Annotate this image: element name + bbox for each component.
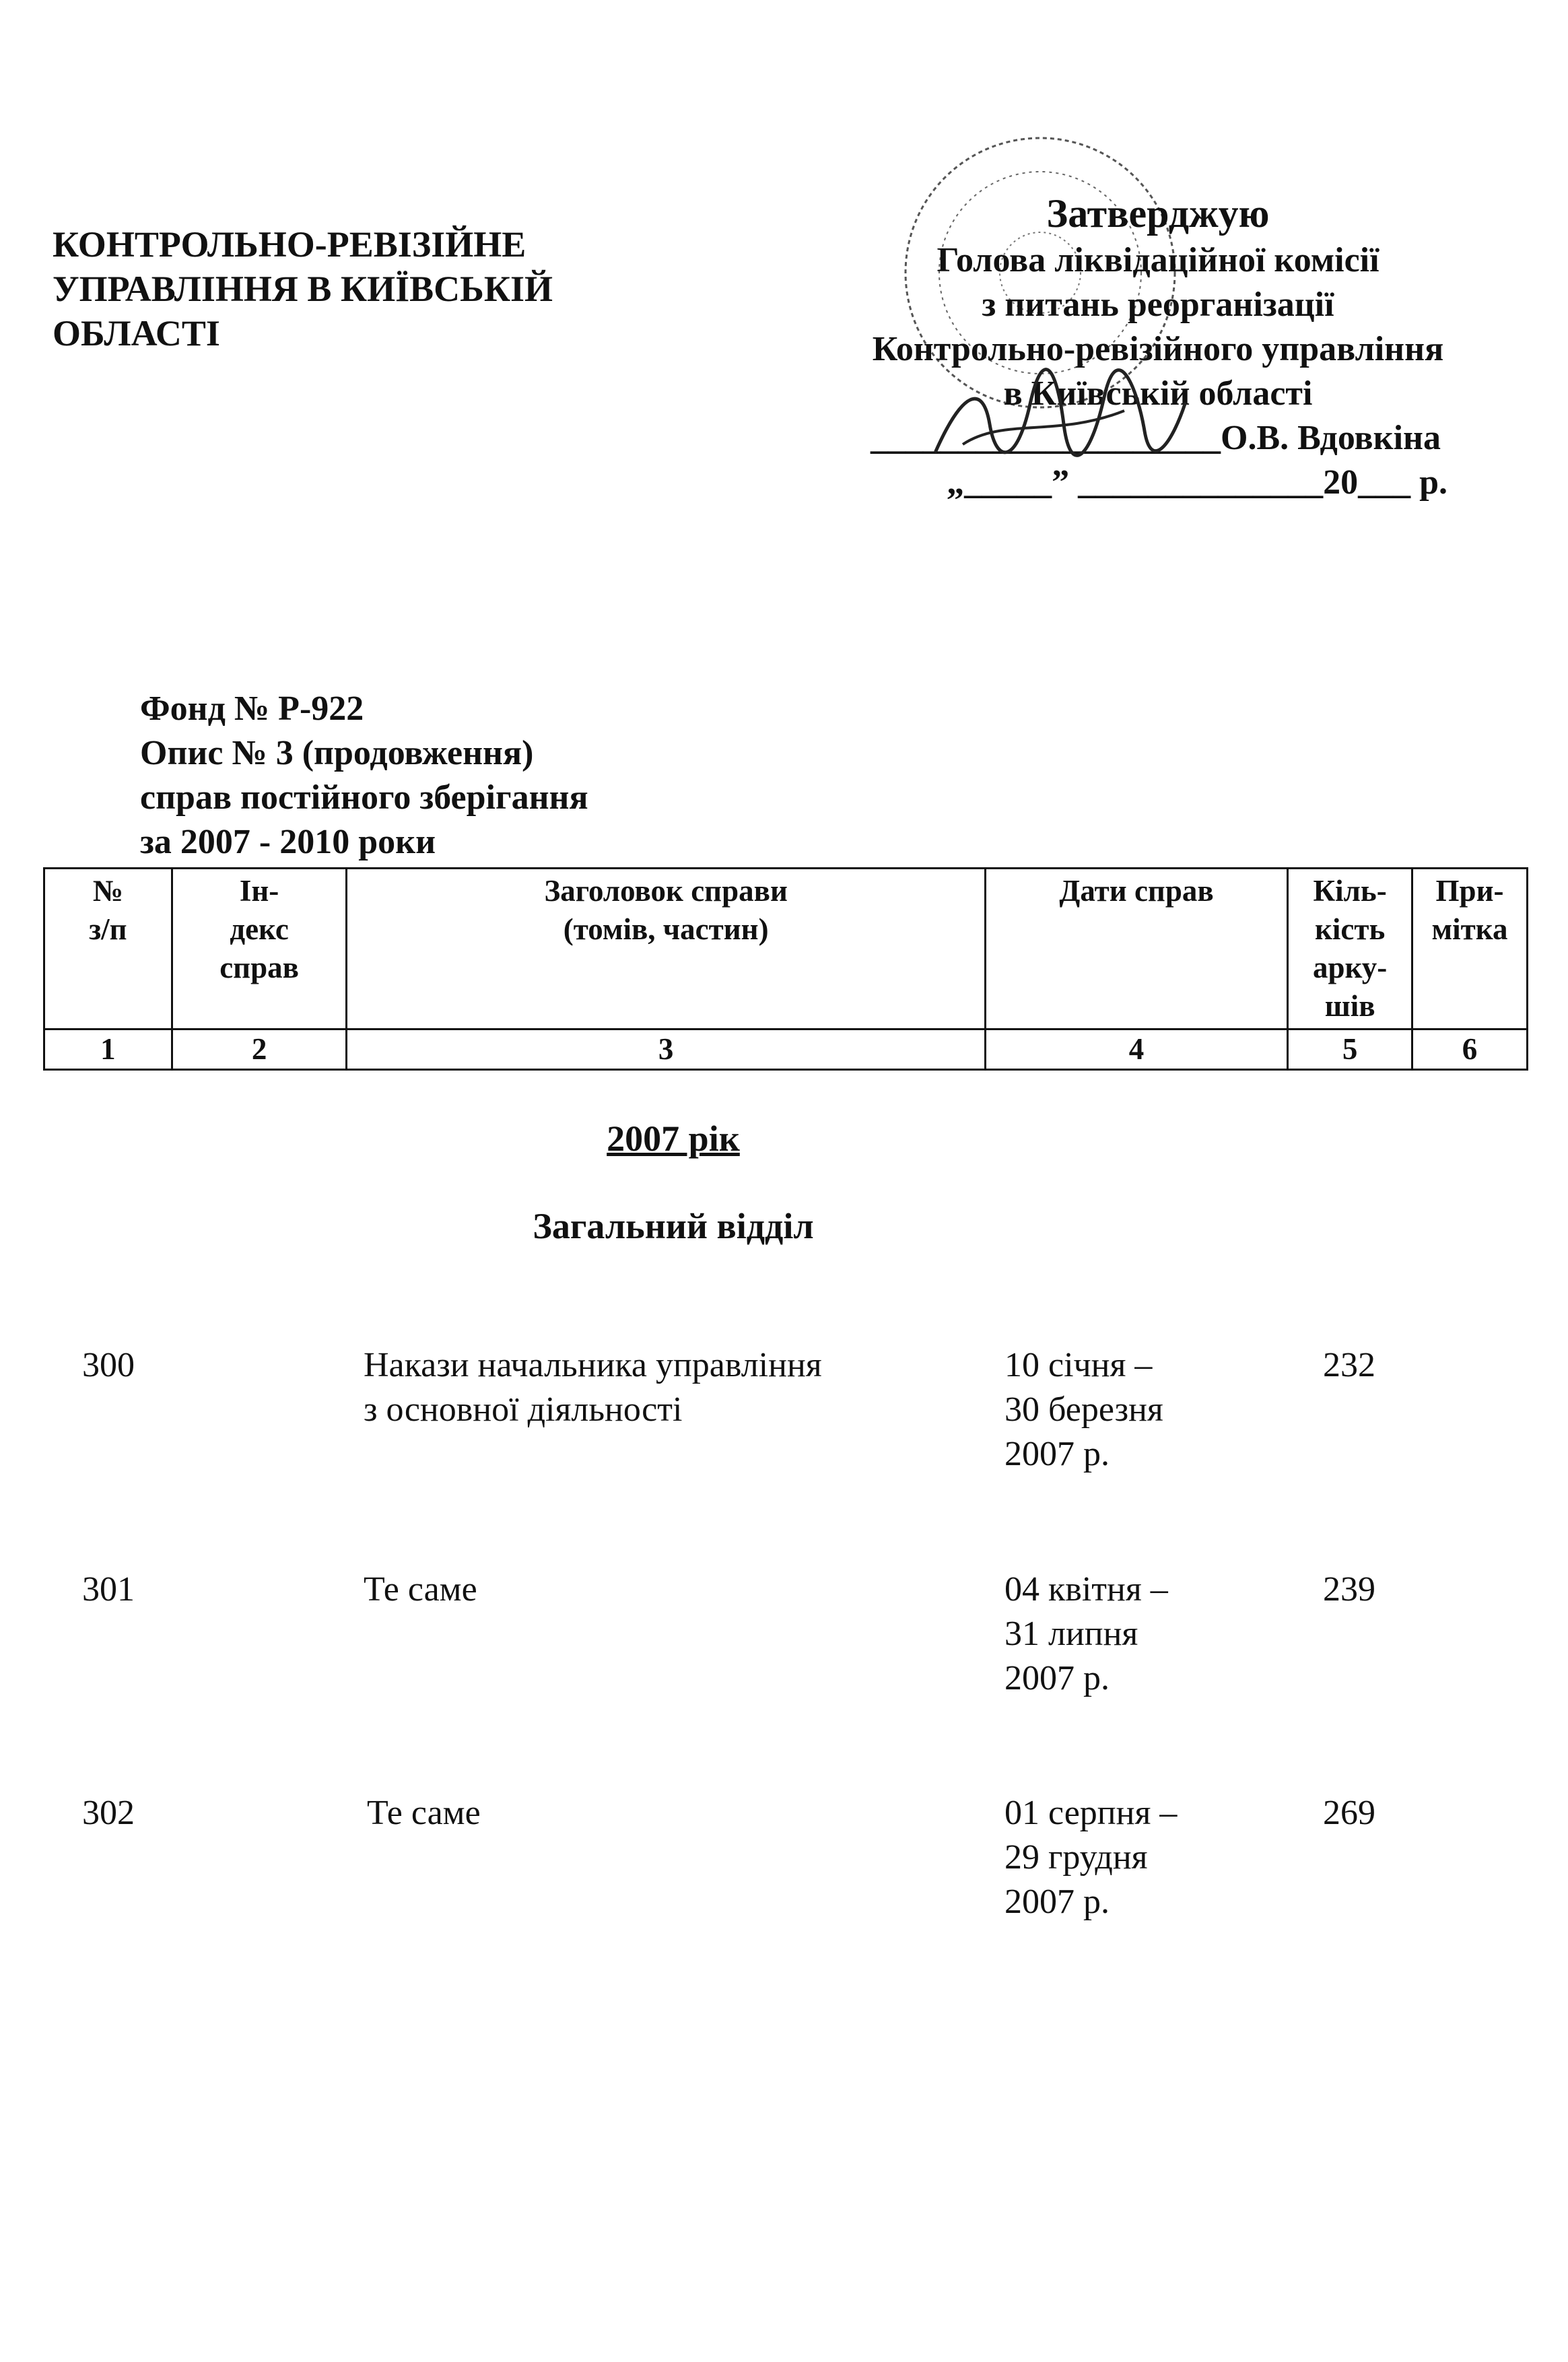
year-heading: 2007 рік <box>607 1118 740 1159</box>
record-number: 302 <box>82 1794 135 1832</box>
record-dates: 01 серпня – 29 грудня 2007 р. <box>1004 1794 1178 1921</box>
column-number-row <box>44 1030 1528 1070</box>
department-heading: Загальний відділ <box>533 1206 814 1246</box>
record-number: 300 <box>82 1346 135 1384</box>
period: за 2007 - 2010 роки <box>140 823 436 861</box>
record-sheets: 269 <box>1323 1794 1375 1832</box>
record-sheets: 232 <box>1323 1346 1375 1384</box>
record-number: 301 <box>82 1570 135 1609</box>
opys-number: Опис № 3 (продовження) <box>140 734 534 772</box>
inventory-table-header <box>43 867 1528 1071</box>
record-dates: 10 січня – 30 березня 2007 р. <box>1004 1346 1163 1473</box>
column-number: 4 <box>985 1030 1287 1070</box>
column-number: 3 <box>347 1030 985 1070</box>
approval-signer: ____________________О.В. Вдовкіна <box>871 419 1441 457</box>
header-cell-notes: При- мітка <box>1412 869 1528 1030</box>
fond-number: Фонд № Р-922 <box>140 689 364 728</box>
header-cell-number: № з/п <box>44 869 172 1030</box>
record-title: Те саме <box>367 1794 481 1832</box>
approval-line: з питань реорганізації <box>982 285 1334 324</box>
handwritten-signature-icon <box>922 364 1192 471</box>
record-dates: 04 квітня – 31 липня 2007 р. <box>1004 1570 1168 1697</box>
column-number: 6 <box>1412 1030 1528 1070</box>
header-row <box>44 869 1528 1030</box>
record-sheets: 239 <box>1323 1570 1375 1609</box>
column-number: 5 <box>1288 1030 1412 1070</box>
organization-line: ОБЛАСТІ <box>53 313 220 353</box>
approval-line: в Київській області <box>1003 374 1313 413</box>
organization-line: КОНТРОЛЬНО-РЕВІЗІЙНЕ <box>53 224 526 265</box>
approval-line: Голова ліквідаційної комісії <box>936 241 1379 279</box>
record-title: Те саме <box>364 1570 477 1609</box>
record-title: Накази начальника управління з основної діяльності <box>364 1346 822 1429</box>
header-cell-sheets: Кіль- кість арку- шів <box>1288 869 1412 1030</box>
fond-info <box>140 687 588 865</box>
approval-date: „_____” ______________20___ р. <box>947 463 1447 502</box>
header-cell-dates: Дати справ <box>985 869 1287 1030</box>
header-cell-index: Ін- декс справ <box>172 869 347 1030</box>
organization-line: УПРАВЛІННЯ В КИЇВСЬКІЙ <box>53 269 553 309</box>
organization-name <box>53 222 553 356</box>
approval-title: Затверджую <box>1046 191 1270 236</box>
header-cell-title: Заголовок справи (томів, частин) <box>347 869 985 1030</box>
approval-line: Контрольно-ревізійного управління <box>872 330 1444 368</box>
column-number: 1 <box>44 1030 172 1070</box>
storage-type: справ постійного зберігання <box>140 778 588 817</box>
column-number: 2 <box>172 1030 347 1070</box>
